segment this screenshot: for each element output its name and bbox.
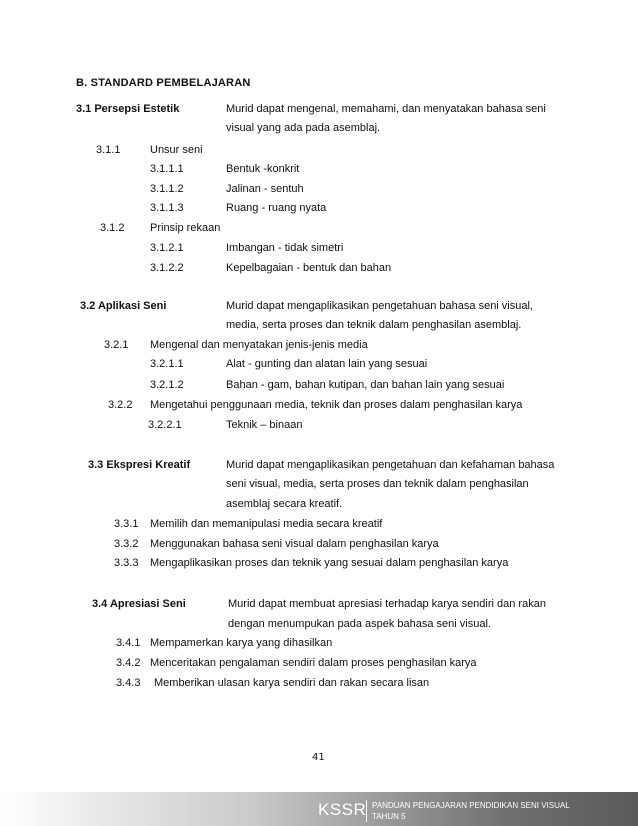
standard-item-text: Menceritakan pengalaman sendiri dalam proses penghasilan karya [150, 657, 477, 669]
standard-3-4-description-line1: Murid dapat membuat apresiasi terhadap karya sendiri dan rakan [228, 598, 546, 610]
standard-item-number: 3.1.2.1 [150, 242, 184, 254]
standard-item-number: 3.3.3 [114, 557, 139, 569]
standard-item-number: 3.1.1.2 [150, 183, 184, 195]
standard-item-number: 3.3.2 [114, 538, 139, 550]
standard-item-text: Imbangan - tidak simetri [226, 242, 344, 254]
standard-3-1-1-number: 3.1.1 [96, 144, 121, 156]
standard-item-number: 3.2.1.2 [150, 379, 184, 391]
standard-item-text: Ruang - ruang nyata [226, 202, 327, 214]
standard-3-1-1-label: Unsur seni [150, 144, 203, 156]
standard-3-4-title: 3.4 Apresiasi Seni [92, 598, 186, 610]
standard-item-text: Memberikan ulasan karya sendiri dan rakan secara lisan [154, 677, 430, 689]
standard-3-2-1-number: 3.2.1 [104, 339, 129, 351]
standard-item-number: 3.1.2.2 [150, 262, 184, 274]
standard-3-2-title: 3.2 Aplikasi Seni [80, 300, 167, 312]
standard-item-number: 3.2.2.1 [148, 419, 182, 431]
standard-3-3-description-line1: Murid dapat mengaplikasikan pengetahuan dan kefahaman bahasa [226, 459, 555, 471]
standard-3-2-1-label: Mengenal dan menyatakan jenis-jenis media [150, 339, 368, 351]
standard-3-1-description-line2: visual yang ada pada asemblaj. [226, 122, 381, 134]
standard-item-text: Menggunakan bahasa seni visual dalam penghasilan karya [150, 538, 439, 550]
standard-3-1-2-label: Prinsip rekaan [150, 222, 221, 234]
standard-3-2-2-label: Mengetahui penggunaan media, teknik dan proses dalam penghasilan karya [150, 399, 523, 411]
standard-item-text: Teknik – binaan [226, 419, 303, 431]
standard-item-text: Bentuk -konkrit [226, 163, 300, 175]
standard-3-1-title: 3.1 Persepsi Estetik [76, 103, 180, 115]
standard-item-number: 3.4.2 [116, 657, 141, 669]
standard-item-text: Jalinan - sentuh [226, 183, 304, 195]
standard-item-text: Alat - gunting dan alatan lain yang sesuai [226, 358, 428, 370]
section-heading: B. STANDARD PEMBELAJARAN [76, 77, 251, 89]
standard-3-2-description-line2: media, serta proses dan teknik dalam penghasilan asemblaj. [226, 319, 522, 331]
standard-3-3-title: 3.3 Ekspresi Kreatif [88, 459, 191, 471]
standard-item-text: Mempamerkan karya yang dihasilkan [150, 637, 333, 649]
standard-item-text: Kepelbagaian - bentuk dan bahan [226, 262, 392, 274]
standard-item-number: 3.4.1 [116, 637, 141, 649]
standard-3-3-description-line2: seni visual, media, serta proses dan teknik dalam penghasilan [226, 478, 529, 490]
footer-title-line1: PANDUAN PENGAJARAN PENDIDIKAN SENI VISUAL [372, 801, 570, 810]
standard-item-text: Memilih dan memanipulasi media secara kreatif [150, 518, 383, 530]
standard-item-number: 3.3.1 [114, 518, 139, 530]
standard-item-number: 3.2.1.1 [150, 358, 184, 370]
standard-item-text: Bahan - gam, bahan kutipan, dan bahan lain yang sesuai [226, 379, 505, 391]
standard-3-1-2-number: 3.1.2 [100, 222, 125, 234]
footer-title-line2: TAHUN 5 [372, 812, 406, 821]
standard-item-text: Mengaplikasikan proses dan teknik yang sesuai dalam penghasilan karya [150, 557, 509, 569]
standard-3-1-description-line1: Murid dapat mengenal, memahami, dan menyatakan bahasa seni [226, 103, 546, 115]
page-number: 41 [312, 752, 325, 763]
footer-brand: KSSR [318, 800, 367, 819]
standard-3-2-2-number: 3.2.2 [108, 399, 133, 411]
standard-item-number: 3.1.1.1 [150, 163, 184, 175]
standard-3-2-description-line1: Murid dapat mengaplikasikan pengetahuan bahasa seni visual, [226, 300, 533, 312]
standard-item-number: 3.1.1.3 [150, 202, 184, 214]
standard-item-number: 3.4.3 [116, 677, 141, 689]
standard-3-3-description-line3: asemblaj secara kreatif. [226, 498, 343, 510]
footer-title [372, 800, 570, 822]
standard-3-4-description-line2: dengan menumpukan pada aspek bahasa seni visual. [228, 618, 491, 630]
footer-divider [366, 800, 367, 822]
